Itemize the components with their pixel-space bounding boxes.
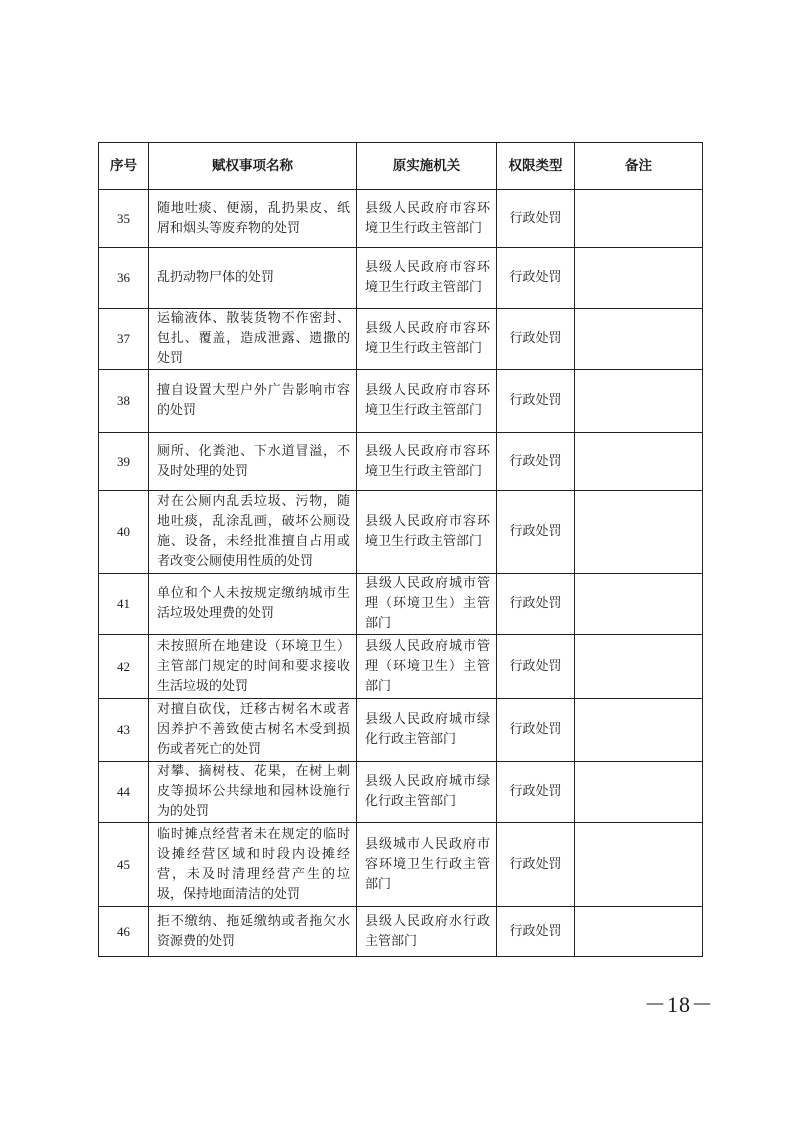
row-agency: 县级人民政府城市绿化行政主管部门	[357, 699, 497, 762]
row-agency: 县级人民政府市容环境卫生行政主管部门	[357, 309, 497, 370]
row-type: 行政处罚	[497, 190, 575, 248]
row-note	[575, 190, 703, 248]
row-serial: 45	[99, 823, 149, 907]
row-item-name: 擅自设置大型户外广告影响市容的处罚	[149, 370, 357, 433]
row-serial: 42	[99, 635, 149, 699]
row-agency: 县级人民政府水行政主管部门	[357, 907, 497, 957]
row-agency: 县级人民政府城市绿化行政主管部门	[357, 762, 497, 823]
row-serial: 43	[99, 699, 149, 762]
table-row	[99, 248, 703, 309]
row-agency: 县级人民政府市容环境卫生行政主管部门	[357, 433, 497, 491]
header-authority-type: 权限类型	[497, 143, 575, 190]
row-serial: 37	[99, 309, 149, 370]
row-note	[575, 574, 703, 635]
row-type: 行政处罚	[497, 370, 575, 433]
table-row	[99, 635, 703, 699]
header-remarks: 备注	[575, 143, 703, 190]
row-note	[575, 762, 703, 823]
row-serial: 40	[99, 491, 149, 574]
row-type: 行政处罚	[497, 309, 575, 370]
row-type: 行政处罚	[497, 762, 575, 823]
row-item-name: 乱扔动物尸体的处罚	[149, 248, 357, 309]
row-item-name: 临时摊点经营者未在规定的临时设摊经营区域和时段内设摊经营，未及时清理经营产生的垃圾，保持地面清洁的处罚	[149, 823, 357, 907]
row-agency: 县级城市人民政府市容环境卫生行政主管部门	[357, 823, 497, 907]
table-row	[99, 823, 703, 907]
table-row	[99, 309, 703, 370]
row-serial: 39	[99, 433, 149, 491]
row-serial: 36	[99, 248, 149, 309]
row-type: 行政处罚	[497, 574, 575, 635]
row-item-name: 运输液体、散装货物不作密封、包扎、覆盖，造成泄露、遗撒的处罚	[149, 309, 357, 370]
row-note	[575, 248, 703, 309]
row-item-name: 对攀、摘树枝、花果，在树上刺皮等损坏公共绿地和园林设施行为的处罚	[149, 762, 357, 823]
header-serial: 序号	[99, 143, 149, 190]
row-item-name: 对擅自砍伐，迁移古树名木或者因养护不善致使古树名木受到损伤或者死亡的处罚	[149, 699, 357, 762]
row-agency: 县级人民政府市容环境卫生行政主管部门	[357, 190, 497, 248]
row-type: 行政处罚	[497, 823, 575, 907]
row-type: 行政处罚	[497, 699, 575, 762]
row-serial: 38	[99, 370, 149, 433]
row-serial: 46	[99, 907, 149, 957]
table-row	[99, 433, 703, 491]
header-item-name: 赋权事项名称	[149, 143, 357, 190]
row-serial: 35	[99, 190, 149, 248]
table-row	[99, 491, 703, 574]
row-item-name: 对在公厕内乱丢垃圾、污物，随地吐痰，乱涂乱画，破坏公厕设施、设备，未经批准擅自占用或者改变公厕使用性质的处罚	[149, 491, 357, 574]
table-row	[99, 762, 703, 823]
row-agency: 县级人民政府市容环境卫生行政主管部门	[357, 248, 497, 309]
table-row	[99, 699, 703, 762]
row-note	[575, 635, 703, 699]
row-note	[575, 309, 703, 370]
row-item-name: 未按照所在地建设（环境卫生）主管部门规定的时间和要求接收生活垃圾的处罚	[149, 635, 357, 699]
page-number: －18－	[644, 992, 715, 1017]
row-type: 行政处罚	[497, 491, 575, 574]
row-agency: 县级人民政府城市管理（环境卫生）主管部门	[357, 574, 497, 635]
row-note	[575, 433, 703, 491]
row-agency: 县级人民政府市容环境卫生行政主管部门	[357, 491, 497, 574]
table-row	[99, 907, 703, 957]
row-item-name: 拒不缴纳、拖延缴纳或者拖欠水资源费的处罚	[149, 907, 357, 957]
row-note	[575, 823, 703, 907]
row-note	[575, 699, 703, 762]
row-type: 行政处罚	[497, 248, 575, 309]
row-item-name: 随地吐痰、便溺，乱扔果皮、纸屑和烟头等废弃物的处罚	[149, 190, 357, 248]
row-serial: 44	[99, 762, 149, 823]
row-item-name: 厕所、化粪池、下水道冒溢，不及时处理的处罚	[149, 433, 357, 491]
table-row	[99, 370, 703, 433]
table-row	[99, 574, 703, 635]
row-agency: 县级人民政府城市管理（环境卫生）主管部门	[357, 635, 497, 699]
row-note	[575, 491, 703, 574]
table-row	[99, 190, 703, 248]
row-item-name: 单位和个人未按规定缴纳城市生活垃圾处理费的处罚	[149, 574, 357, 635]
row-note	[575, 370, 703, 433]
row-type: 行政处罚	[497, 635, 575, 699]
table-header-row	[99, 143, 703, 190]
row-agency: 县级人民政府市容环境卫生行政主管部门	[357, 370, 497, 433]
row-type: 行政处罚	[497, 433, 575, 491]
row-note	[575, 907, 703, 957]
row-type: 行政处罚	[497, 907, 575, 957]
header-original-agency: 原实施机关	[357, 143, 497, 190]
row-serial: 41	[99, 574, 149, 635]
authority-table	[98, 142, 703, 957]
